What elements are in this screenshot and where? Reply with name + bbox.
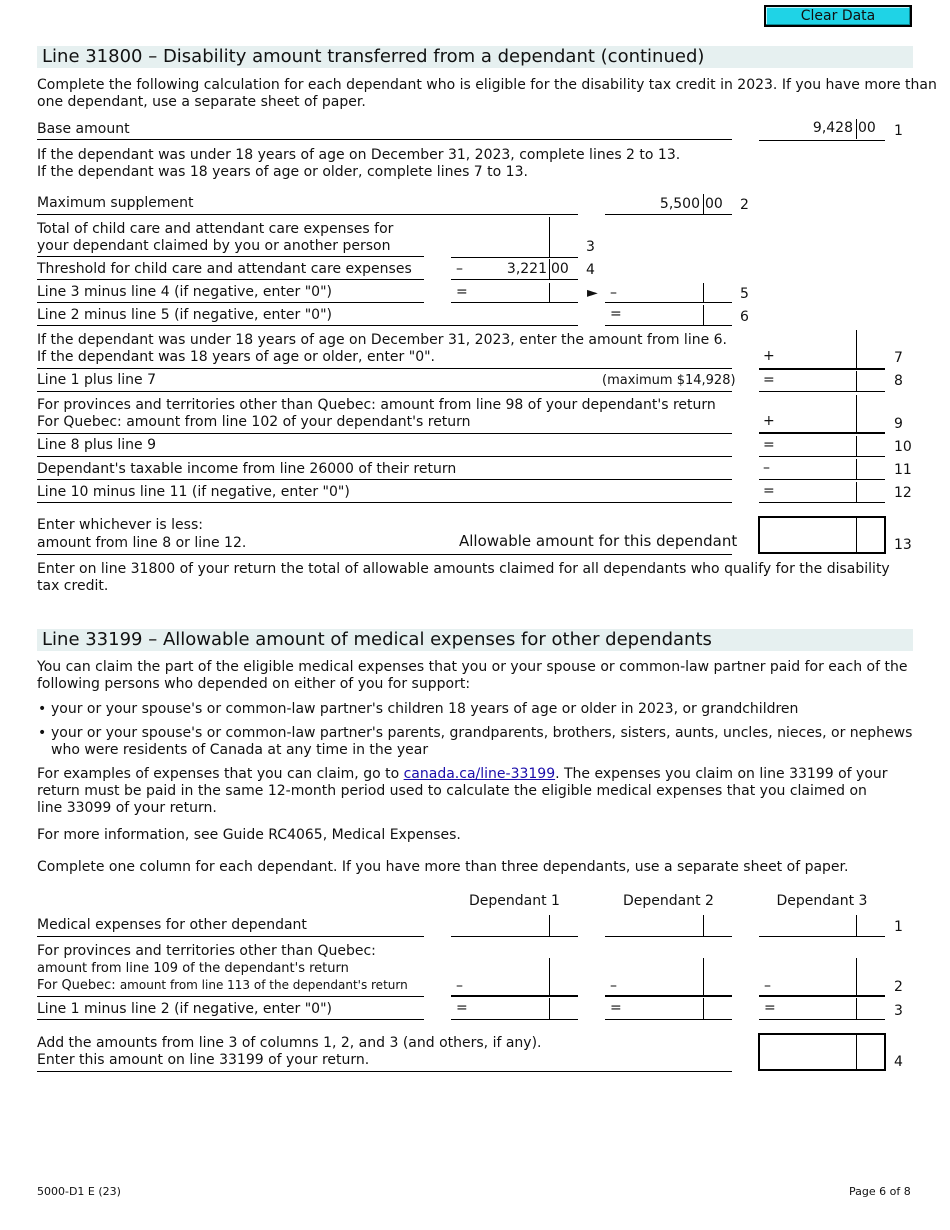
examples-line-2: return must be paid in the same 12-month period used to calculate the eligible medical expenses that you claimed on	[37, 783, 867, 799]
row-3-rule	[37, 1019, 424, 1020]
row-4-cents-divider	[856, 1035, 857, 1069]
line-num-11: 11	[894, 462, 912, 478]
section-2-title: Line 33199 – Allowable amount of medical expenses for other dependants	[42, 629, 712, 650]
line-7-text-a: If the dependant was under 18 years of age on December 31, 2023, enter the amount from line 6.	[37, 332, 727, 348]
canada-link[interactable]: canada.ca/line-33199	[403, 766, 556, 782]
line-12-cents-divider	[856, 482, 857, 502]
row-2-text-a: For provinces and territories other than Quebec:	[37, 943, 376, 959]
line-12-equals: =	[763, 483, 775, 499]
line-num-1: 1	[894, 123, 903, 139]
line-13-amount-box[interactable]	[758, 516, 886, 554]
line-num-7: 7	[894, 350, 903, 366]
row-2-dep2-divider	[703, 958, 704, 995]
page-number: Page 6 of 8	[849, 1185, 911, 1198]
row-1-dep3-divider	[856, 915, 857, 936]
examples-post: . The expenses you claim on line 33199 of your	[555, 766, 888, 782]
line-7-text-b: If the dependant was 18 years of age or older, enter "0".	[37, 349, 435, 365]
line-num-3: 3	[586, 239, 595, 255]
line-5-equals: =	[456, 284, 468, 300]
line-4-rule	[37, 279, 424, 280]
row-3-dep2-field[interactable]	[605, 998, 732, 1020]
row-2-quebec-prefix: For Quebec:	[37, 978, 120, 993]
row-3-dep3-field[interactable]	[759, 998, 885, 1020]
line-9-rule	[37, 433, 732, 434]
line-2-dollars: 5,500	[659, 196, 700, 212]
row-1-label: Medical expenses for other dependant	[37, 917, 307, 933]
line-3-cents-divider	[549, 217, 550, 257]
row-4-text-b: Enter this amount on line 33199 of your return.	[37, 1052, 370, 1068]
line-11-cents-divider	[856, 459, 857, 479]
line-5-rule	[37, 302, 424, 303]
examples-line-3: line 33099 of your return.	[37, 800, 217, 816]
row-num-1: 1	[894, 919, 903, 935]
line-9-text-a: For provinces and territories other than Quebec: amount from line 98 of your dependant's return	[37, 397, 716, 413]
line-10-cents-divider	[856, 436, 857, 456]
row-2-dep2-minus: –	[610, 978, 617, 994]
line-5-cents-divider	[549, 283, 550, 302]
line-9-text-b: For Quebec: amount from line 102 of your dependant's return	[37, 414, 471, 430]
row-1-dep2-divider	[703, 915, 704, 936]
line-11-minus: –	[763, 460, 770, 476]
line-11-rule	[37, 479, 732, 480]
row-num-4: 4	[894, 1054, 903, 1070]
line-1-label: Base amount	[37, 121, 130, 137]
line-num-4: 4	[586, 262, 595, 278]
s1-outro-line-2: tax credit.	[37, 578, 109, 594]
complete-instruction: Complete one column for each dependant. If you have more than three dependants, use a separate sheet of paper.	[37, 859, 849, 875]
line-8-equals: =	[763, 372, 775, 388]
line-1-dollars: 9,428	[812, 120, 853, 136]
column-header-dependant-3: Dependant 3	[776, 893, 868, 909]
bullet-1-icon: •	[38, 701, 47, 717]
line-9-amount-field[interactable]	[759, 395, 885, 434]
row-3-dep1-equals: =	[456, 1000, 468, 1016]
form-id: 5000-D1 E (23)	[37, 1185, 121, 1198]
line-3-label-b: your dependant claimed by you or another person	[37, 238, 391, 254]
line-13-allowable-label: Allowable amount for this dependant	[459, 532, 738, 550]
row-1-dep2-field[interactable]	[605, 915, 732, 937]
row-4-total-box[interactable]	[758, 1033, 886, 1071]
row-2-dep1-divider	[549, 958, 550, 995]
row-4-text-a: Add the amounts from line 3 of columns 1, 2, and 3 (and others, if any).	[37, 1035, 542, 1051]
row-3-label: Line 1 minus line 2 (if negative, enter "0")	[37, 1001, 332, 1017]
line-num-6: 6	[740, 309, 749, 325]
clear-data-button[interactable]: Clear Data	[764, 5, 912, 27]
row-1-dep3-field[interactable]	[759, 915, 885, 937]
row-1-dep1-field[interactable]	[451, 915, 578, 937]
row-3-dep1-field[interactable]	[451, 998, 578, 1020]
more-info: For more information, see Guide RC4065, Medical Expenses.	[37, 827, 461, 843]
row-num-2: 2	[894, 979, 903, 995]
line-num-9: 9	[894, 416, 903, 432]
line-2-rule	[37, 214, 578, 215]
examples-pre: For examples of expenses that you can claim, go to	[37, 766, 404, 782]
line-9-cents-divider	[856, 395, 857, 432]
column-header-dependant-2: Dependant 2	[623, 893, 714, 909]
row-1-dep1-divider	[549, 915, 550, 936]
line-num-13: 13	[894, 537, 912, 553]
line-8-cents-divider	[856, 371, 857, 391]
line-3-amount-field[interactable]	[451, 217, 578, 258]
line-10-label: Line 8 plus line 9	[37, 437, 156, 453]
line-5-amount-field[interactable]	[451, 283, 578, 303]
section-1-title: Line 31800 – Disability amount transferred from a dependant (continued)	[42, 46, 705, 67]
line-num-12: 12	[894, 485, 912, 501]
line-4-cents-divider	[549, 259, 550, 279]
s1-outro-line-1: Enter on line 31800 of your return the total of allowable amounts claimed for all dependants who qualify for the disability	[37, 561, 890, 577]
line-4-dollars: 3,221	[506, 261, 547, 277]
line-1-cents-divider	[856, 119, 857, 139]
row-2-dep1-minus: –	[456, 978, 463, 994]
line-3-label-a: Total of child care and attendant care expenses for	[37, 221, 394, 237]
condition-under-18: If the dependant was under 18 years of age on December 31, 2023, complete lines 2 to 13.	[37, 147, 681, 163]
line-2-cents-divider	[703, 194, 704, 214]
line-1-cents: 00	[858, 120, 876, 136]
row-2-rule	[37, 996, 424, 997]
line-11-label: Dependant's taxable income from line 26000 of their return	[37, 461, 457, 477]
line-2-label: Maximum supplement	[37, 195, 194, 211]
line-1-rule	[37, 139, 732, 140]
line-num-8: 8	[894, 373, 903, 389]
line-3-rule	[37, 256, 424, 257]
row-3-dep2-equals: =	[610, 1000, 622, 1016]
line-6-label: Line 2 minus line 5 (if negative, enter "0")	[37, 307, 332, 323]
line-7-plus: +	[763, 348, 775, 364]
bullet-2-text-a: your or your spouse's or common-law partner's parents, grandparents, brothers, sisters, aunts, uncles, nieces, or nephews	[51, 725, 913, 741]
line-5-carry-field[interactable]	[605, 283, 732, 303]
line-8-amount-field[interactable]	[759, 371, 885, 392]
line-num-10: 10	[894, 439, 912, 455]
row-2-text-b: amount from line 109 of the dependant's return	[37, 961, 349, 976]
s1-intro-line-1: Complete the following calculation for each dependant who is eligible for the disability tax credit in 2023. If you have more than	[37, 77, 937, 93]
line-5-carry-cents-divider	[703, 283, 704, 302]
row-2-dep2-field[interactable]	[605, 958, 732, 997]
line-2-cents: 00	[705, 196, 723, 212]
bullet-1-text: your or your spouse's or common-law partner's children 18 years of age or older in 2023, or grandchildren	[51, 701, 799, 717]
line-4-minus: –	[456, 261, 463, 277]
line-4-cents: 00	[551, 261, 569, 277]
line-12-rule	[37, 502, 732, 503]
row-3-dep2-divider	[703, 998, 704, 1019]
s2-intro-line-2: following persons who depended on either of you for support:	[37, 676, 471, 692]
s1-intro-line-2: one dependant, use a separate sheet of paper.	[37, 94, 366, 110]
line-13-text-b: amount from line 8 or line 12.	[37, 535, 247, 551]
column-header-dependant-1: Dependant 1	[469, 893, 560, 909]
row-2-dep1-field[interactable]	[451, 958, 578, 997]
line-7-rule	[37, 368, 732, 369]
line-num-2: 2	[740, 197, 749, 213]
line-13-cents-divider	[856, 518, 857, 552]
line-6-rule	[37, 325, 578, 326]
row-3-dep3-equals: =	[764, 1000, 776, 1016]
line-10-amount-field[interactable]	[759, 436, 885, 457]
line-9-plus: +	[763, 413, 775, 429]
row-2-dep3-divider	[856, 958, 857, 995]
line-6-equals: =	[610, 306, 622, 322]
line-5-label: Line 3 minus line 4 (if negative, enter "0")	[37, 284, 332, 300]
row-2-dep3-minus: –	[764, 978, 771, 994]
line-12-amount-field[interactable]	[759, 482, 885, 503]
line-num-5: 5	[740, 286, 749, 302]
line-5-minus: –	[610, 285, 617, 301]
line-11-amount-field[interactable]	[759, 459, 885, 480]
examples-line-1	[37, 766, 888, 783]
line-6-amount-field[interactable]	[605, 305, 732, 326]
line-12-label: Line 10 minus line 11 (if negative, enter "0")	[37, 484, 350, 500]
s2-intro-line-1: You can claim the part of the eligible medical expenses that you or your spouse or common-law partner paid for each of the	[37, 659, 908, 675]
line-10-equals: =	[763, 437, 775, 453]
row-3-dep1-divider	[549, 998, 550, 1019]
line-5-arrow-icon: ►	[587, 285, 598, 301]
line-13-rule	[37, 554, 732, 555]
line-4-label: Threshold for child care and attendant care expenses	[37, 261, 412, 277]
row-2-text-c	[37, 977, 408, 994]
line-8-maximum: (maximum $14,928)	[602, 373, 736, 388]
condition-18-older: If the dependant was 18 years of age or older, complete lines 7 to 13.	[37, 164, 528, 180]
row-4-rule	[37, 1071, 732, 1072]
row-num-3: 3	[894, 1003, 903, 1019]
line-10-rule	[37, 456, 732, 457]
row-3-dep3-divider	[856, 998, 857, 1019]
line-6-cents-divider	[703, 305, 704, 325]
row-2-dep3-field[interactable]	[759, 958, 885, 997]
line-7-cents-divider	[856, 330, 857, 368]
row-2-quebec-text: amount from line 113 of the dependant's return	[119, 978, 408, 992]
line-13-text-a: Enter whichever is less:	[37, 517, 203, 533]
bullet-2-icon: •	[38, 725, 47, 741]
bullet-2-text-b: who were residents of Canada at any time in the year	[51, 742, 429, 758]
line-8-label: Line 1 plus line 7	[37, 372, 156, 388]
row-1-rule	[37, 936, 424, 937]
line-8-rule	[37, 391, 732, 392]
line-7-amount-field[interactable]	[759, 330, 885, 370]
